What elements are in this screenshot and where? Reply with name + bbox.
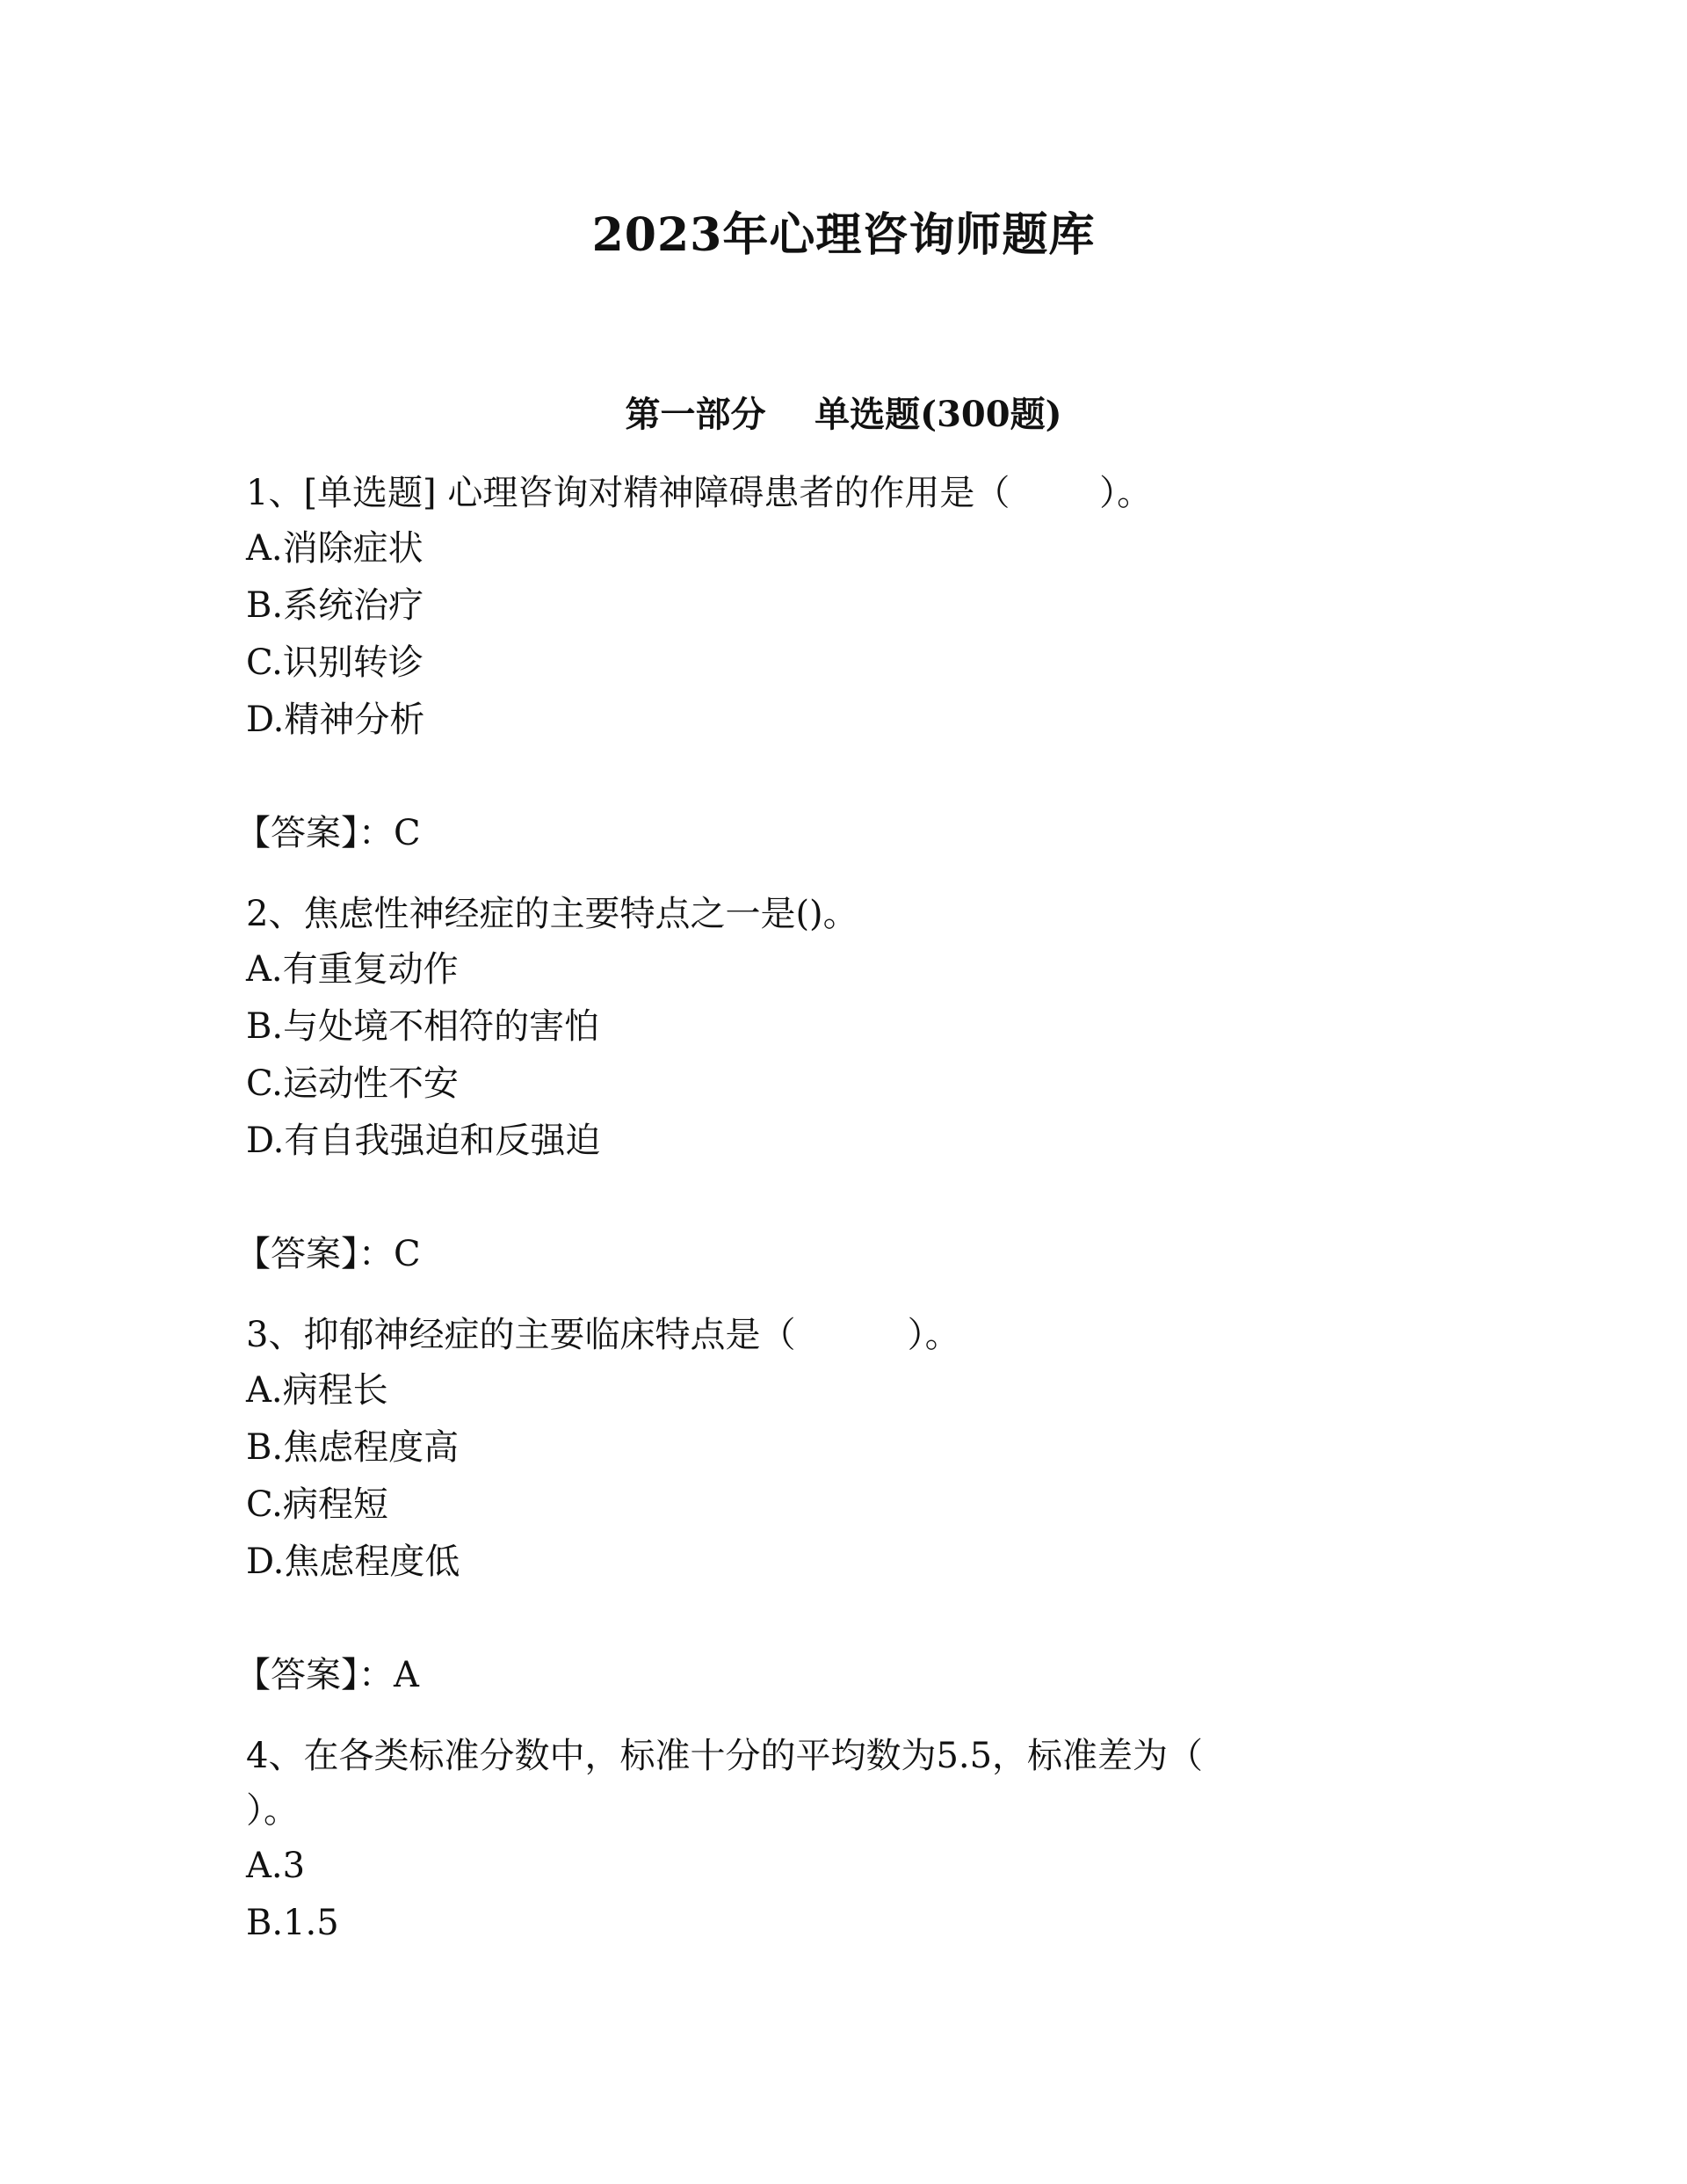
option-c: C.识别转诊	[246, 642, 424, 683]
option-d: D.精神分析	[246, 700, 425, 740]
answer-label: 【答案】：A	[235, 1655, 419, 1695]
answer-label: 【答案】：C	[235, 813, 421, 853]
option-a: A.有重复动作	[246, 949, 459, 990]
question-stem: 3、抑郁神经症的主要临床特点是（ ）。	[246, 1315, 960, 1355]
option-b: B.系统治疗	[246, 585, 424, 626]
option-d: D.有自我强迫和反强迫	[246, 1121, 601, 1161]
section-title: 第一部分 单选题(300题)	[625, 394, 1062, 435]
option-a: A.消除症状	[246, 528, 424, 569]
question-list	[235, 466, 1318, 1952]
option-c: C.病程短	[246, 1484, 388, 1525]
document-title: 2023年心理咨询师题库	[591, 208, 1096, 262]
option-b: B.焦虑程度高	[246, 1427, 460, 1468]
question-1	[235, 466, 1318, 860]
option-c: C.运动性不安	[246, 1063, 459, 1104]
option-a: A.病程长	[246, 1370, 388, 1411]
question-2	[235, 887, 1318, 1281]
option-a: A.3	[246, 1846, 306, 1886]
option-b: B.与处境不相符的害怕	[246, 1006, 600, 1047]
question-stem: 2、焦虑性神经症的主要特点之一是()。	[246, 894, 858, 934]
option-b: B.1.5	[246, 1903, 339, 1943]
question-stem: 4、在各类标准分数中，标准十分的平均数为5.5，标准差为（ ）。	[246, 1736, 1204, 1831]
question-3	[235, 1308, 1318, 1702]
question-stem: 1、[单选题] 心理咨询对精神障碍患者的作用是（ ）。	[246, 473, 1153, 513]
answer-label: 【答案】：C	[235, 1234, 421, 1274]
option-d: D.焦虑程度低	[246, 1542, 460, 1582]
question-4	[246, 1729, 1318, 1952]
